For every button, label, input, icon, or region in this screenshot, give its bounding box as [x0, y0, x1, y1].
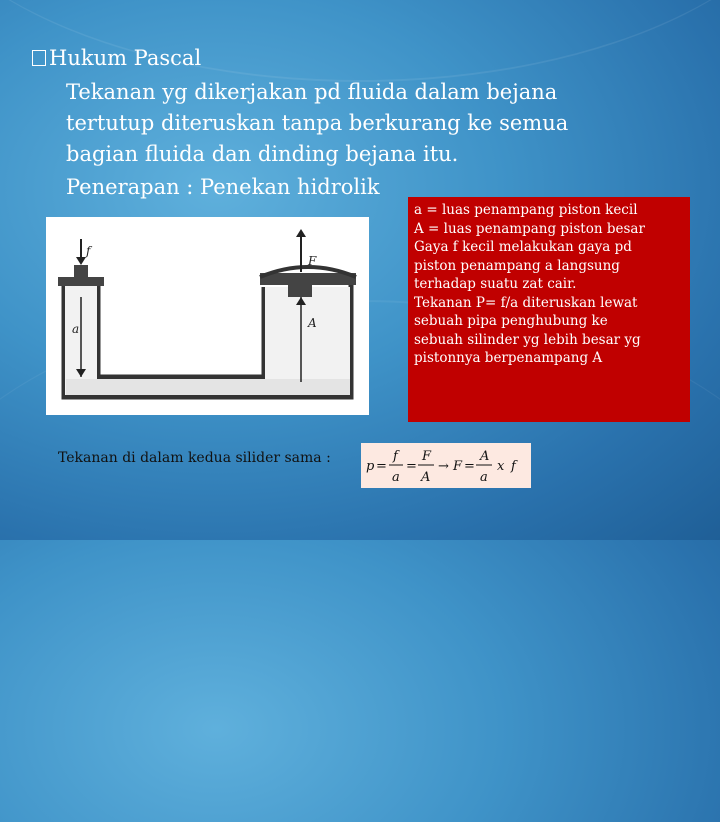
application-line: Penerapan : Penekan hidrolik [66, 175, 380, 199]
explanation-line: Gaya f kecil melakukan gaya pd [414, 239, 632, 255]
formula-a-den2: a [480, 470, 488, 485]
formula-f-num: f [393, 449, 398, 464]
title-text: Hukum Pascal [49, 46, 202, 70]
formula-eq: = [406, 459, 417, 474]
formula-x: x [497, 459, 505, 474]
bullet-box-icon [32, 50, 46, 66]
label-small-area: a [72, 322, 80, 336]
paragraph-line: Tekanan yg dikerjakan pd fluida dalam bejana [66, 80, 558, 104]
formula-F: F [453, 459, 463, 474]
hydraulic-press-illustration [46, 217, 369, 415]
explanation-line: A = luas penampang piston besar [414, 220, 645, 237]
formula-arrow: → [438, 459, 449, 474]
label-large-area: A [308, 316, 317, 330]
explanation-line: Tekanan P= f/a diteruskan lewat [414, 294, 638, 311]
label-large-force: F [308, 254, 317, 268]
paragraph-line: tertutup diteruskan tanpa berkurang ke semua [66, 111, 569, 135]
formula-A-den: A [421, 470, 431, 485]
formula-F-num: F [422, 449, 432, 464]
formula-a-den: a [392, 470, 400, 485]
pascal-formula [361, 443, 531, 488]
slide-title [32, 44, 201, 72]
explanation-line: a = luas penampang piston kecil [414, 202, 638, 218]
formula-eq: = [464, 459, 475, 474]
paragraph-line: bagian fluida dan dinding bejana itu. [66, 142, 459, 166]
label-small-force: f [86, 244, 91, 258]
definition-paragraph [66, 77, 626, 170]
formula-A-num: A [480, 449, 490, 464]
equation-label: Tekanan di dalam kedua silider sama : [58, 450, 331, 466]
explanation-line: sebuah silinder yg lebih besar yg [414, 331, 641, 348]
explanation-line: piston penampang a langsung [414, 257, 620, 274]
formula-f: f [511, 459, 516, 474]
formula-p: p [366, 459, 375, 474]
formula-eq: = [376, 459, 387, 474]
explanation-line: terhadap suatu zat cair. [414, 276, 577, 292]
explanation-line: pistonnya berpenampang A [414, 350, 603, 366]
explanation-box [408, 197, 690, 422]
hydraulic-press-diagram [46, 217, 369, 415]
explanation-line: sebuah pipa penghubung ke [414, 313, 608, 329]
